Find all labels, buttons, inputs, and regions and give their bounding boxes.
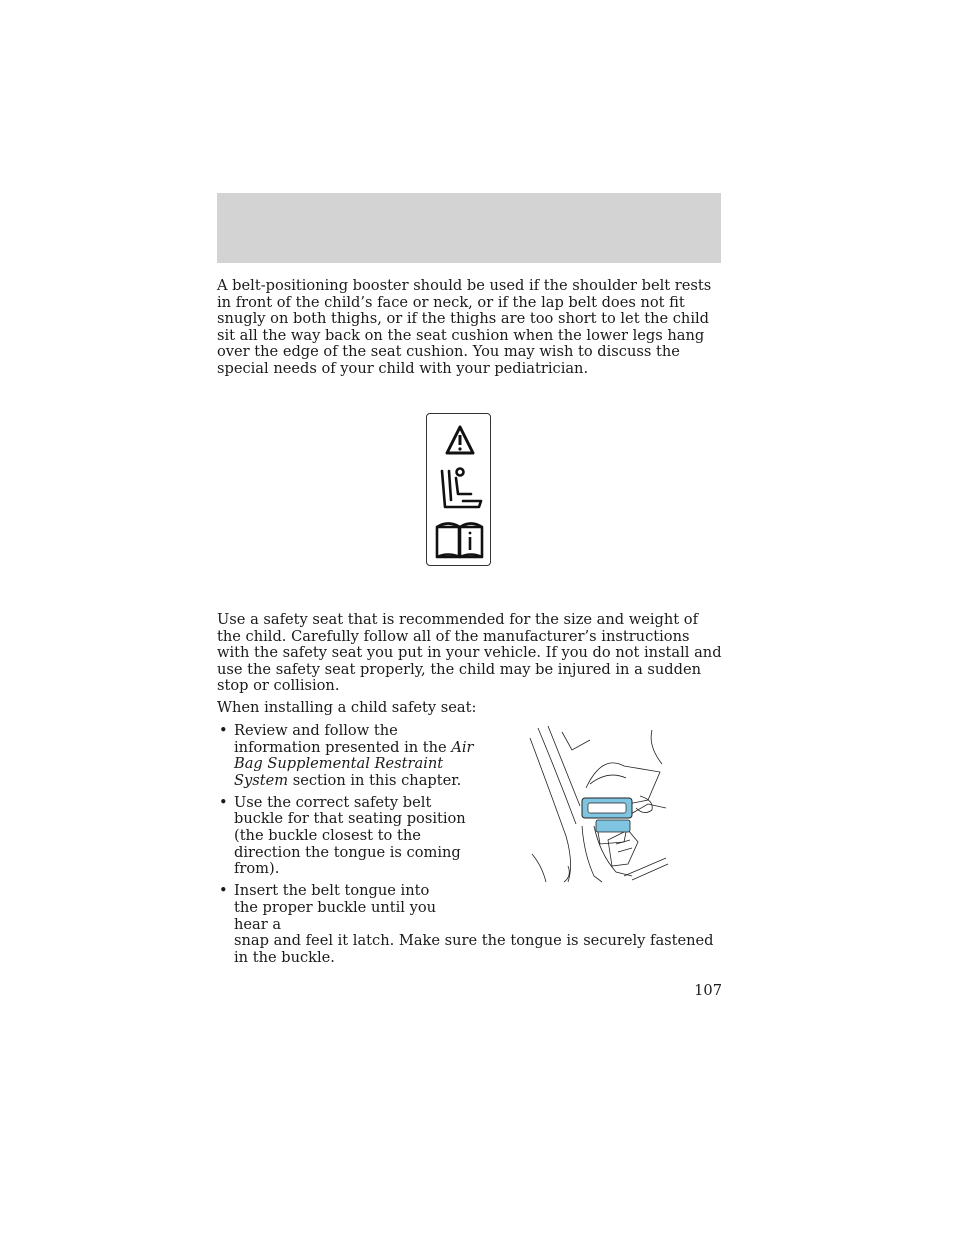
airbag-section-ref: Air Bag Supplemental Restraint System xyxy=(234,738,474,789)
bullet-glyph: • xyxy=(219,793,228,811)
safety-seat-paragraph: Use a safety seat that is recommended for the size and weight of the child. Carefully follow all of the manufacturer’s instructions with the safety seat you put in your vehicle. If you do not install and use the safety seat properly, the child may be injured in a sudden stop or collision. xyxy=(217,611,722,695)
seat-belt-buckle-illustration xyxy=(528,726,670,884)
child-seat-icon xyxy=(442,469,481,508)
owner-manual-icon xyxy=(437,524,482,558)
warning-icon-panel xyxy=(426,413,491,566)
warning-triangle-icon xyxy=(447,427,473,453)
bullet-text: Insert the belt tongue into the proper buckle until you hear a xyxy=(234,882,437,933)
bullet-text: snap and feel it latch. Make sure the tongue is securely fastened in the buckle. xyxy=(234,932,714,966)
list-item xyxy=(217,883,727,966)
booster-paragraph: A belt-positioning booster should be used if the shoulder belt rests in front of the child’s face or neck, or if the lap belt does not fit snugly on both thighs, or if the thighs are too short to let the child sit all the way back on the seat cushion when the lower legs hang over the edge of the seat cushion. You may wish to discuss the special needs of your child with your pediatrician. xyxy=(217,277,712,377)
bullet-text: section in this chapter. xyxy=(288,771,462,789)
installing-intro: When installing a child safety seat: xyxy=(217,699,477,716)
bullet-glyph: • xyxy=(219,722,228,739)
page-number: 107 xyxy=(694,982,722,999)
header-band xyxy=(217,193,721,263)
bullet-glyph: • xyxy=(219,882,228,900)
bullet-text: Use the correct safety belt buckle for that seating position (the buckle closest to the direction the tongue is coming from). xyxy=(234,793,466,878)
bullet-text: Review and follow the information presented in the xyxy=(234,722,452,756)
